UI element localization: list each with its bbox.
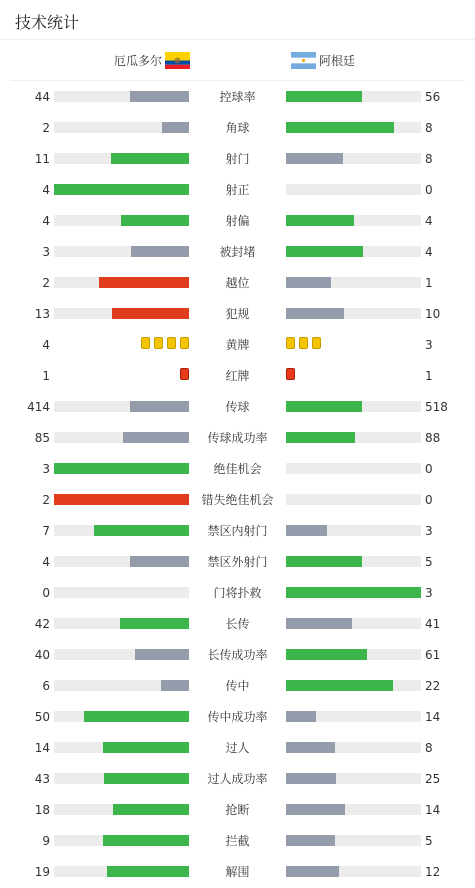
away-stat-value: 5: [425, 555, 433, 569]
away-stat-value: 14: [425, 803, 441, 817]
away-stat-bar-fill: [286, 618, 352, 629]
home-stat-bar-fill: [130, 91, 189, 102]
home-stat-value: 4: [42, 338, 50, 352]
home-stat-value: 6: [42, 679, 50, 693]
yellow-card-icon: [154, 337, 163, 349]
stat-row: [0, 639, 475, 670]
stat-row: [0, 298, 475, 329]
yellow-card-icon: [141, 337, 150, 349]
home-stat-bar-fill: [123, 432, 189, 443]
stat-label: 越位: [225, 276, 250, 290]
away-stat-bar: [286, 618, 421, 629]
stat-row: [0, 422, 475, 453]
away-stat-bar: [286, 773, 421, 784]
away-stat-bar: [286, 556, 421, 567]
stat-label: 门将扑救: [213, 586, 262, 600]
stat-row: [0, 701, 475, 732]
stat-label: 控球率: [219, 90, 256, 104]
home-stat-value: 2: [42, 121, 50, 135]
stat-label: 红牌: [225, 369, 250, 383]
away-stat-bar: [286, 215, 421, 226]
away-stat-bar-fill: [286, 277, 331, 288]
away-stat-bar: [286, 866, 421, 877]
away-stat-bar: [286, 122, 421, 133]
home-stat-bar-fill: [103, 835, 189, 846]
red-card-icon: [286, 368, 295, 380]
away-stat-value: 1: [425, 276, 433, 290]
away-stat-bar: [286, 525, 421, 536]
home-stat-bar: [54, 773, 189, 784]
away-stat-value: 8: [425, 741, 433, 755]
home-stat-bar: [54, 525, 189, 536]
home-stat-value: 2: [42, 493, 50, 507]
away-stat-bar-fill: [286, 835, 335, 846]
stat-row: [0, 329, 475, 360]
home-cards: [141, 337, 189, 351]
away-stat-value: 10: [425, 307, 441, 321]
home-stat-bar-fill: [112, 308, 189, 319]
away-stat-value: 22: [425, 679, 441, 693]
stat-row: [0, 856, 475, 887]
away-stat-bar: [286, 494, 421, 505]
home-cards: [180, 368, 189, 382]
home-stat-bar: [54, 463, 189, 474]
home-stat-value: 42: [34, 617, 50, 631]
stat-label: 错失绝佳机会: [201, 493, 274, 507]
home-stat-value: 9: [42, 834, 50, 848]
stat-row: [0, 670, 475, 701]
away-stat-bar: [286, 401, 421, 412]
away-stat-value: 88: [425, 431, 441, 445]
stat-row: [0, 360, 475, 391]
away-stat-bar-fill: [286, 91, 362, 102]
stat-label: 黄牌: [225, 338, 250, 352]
home-stat-bar-fill: [94, 525, 189, 536]
away-stat-bar: [286, 91, 421, 102]
home-stat-value: 85: [34, 431, 50, 445]
stat-label: 传球: [225, 400, 250, 414]
stat-row: [0, 794, 475, 825]
home-stat-bar-fill: [54, 463, 189, 474]
stat-label: 长传成功率: [207, 648, 268, 662]
home-stat-bar: [54, 91, 189, 102]
away-stat-value: 0: [425, 462, 433, 476]
home-stat-bar-fill: [131, 246, 189, 257]
away-stat-bar-fill: [286, 432, 355, 443]
home-stat-bar-fill: [111, 153, 189, 164]
away-stat-bar: [286, 649, 421, 660]
away-team: [291, 52, 355, 69]
home-stat-bar-fill: [104, 773, 189, 784]
home-stat-bar: [54, 866, 189, 877]
stat-row: [0, 391, 475, 422]
away-stat-bar-fill: [286, 246, 363, 257]
stat-label: 禁区外射门: [207, 555, 268, 569]
away-cards: [286, 368, 295, 382]
yellow-card-icon: [299, 337, 308, 349]
stat-label: 射正: [225, 183, 250, 197]
home-stat-value: 414: [27, 400, 50, 414]
away-stat-value: 4: [425, 214, 433, 228]
home-stat-bar: [54, 153, 189, 164]
home-stat-bar-fill: [113, 804, 189, 815]
home-stat-bar: [54, 711, 189, 722]
away-stat-bar: [286, 308, 421, 319]
teams-header: [10, 40, 465, 81]
stat-row: [0, 267, 475, 298]
home-stat-value: 4: [42, 555, 50, 569]
home-stat-bar: [54, 277, 189, 288]
away-stat-bar: [286, 835, 421, 846]
away-stat-value: 0: [425, 493, 433, 507]
home-stat-bar-fill: [135, 649, 189, 660]
stat-label: 长传: [225, 617, 250, 631]
home-stat-bar: [54, 742, 189, 753]
home-stat-bar-fill: [161, 680, 189, 691]
stat-label: 解围: [225, 865, 250, 879]
stat-label: 过人: [225, 741, 250, 755]
home-stat-value: 44: [34, 90, 50, 104]
away-stat-bar: [286, 804, 421, 815]
home-stat-bar: [54, 804, 189, 815]
stat-row: [0, 825, 475, 856]
away-stat-value: 3: [425, 338, 433, 352]
stat-label: 被封堵: [219, 245, 256, 259]
home-stat-bar-fill: [130, 556, 189, 567]
stat-row: [0, 515, 475, 546]
away-stat-value: 14: [425, 710, 441, 724]
home-stat-value: 1: [42, 369, 50, 383]
stat-label: 传球成功率: [207, 431, 268, 445]
stat-label: 传中成功率: [207, 710, 268, 724]
yellow-card-icon: [180, 337, 189, 349]
home-stat-value: 14: [34, 741, 50, 755]
away-stat-bar-fill: [286, 804, 345, 815]
stat-label: 射偏: [225, 214, 250, 228]
home-stat-value: 7: [42, 524, 50, 538]
home-stat-value: 43: [34, 772, 50, 786]
away-stat-bar: [286, 246, 421, 257]
away-cards: [286, 337, 321, 351]
away-stat-value: 0: [425, 183, 433, 197]
home-stat-value: 40: [34, 648, 50, 662]
away-stat-bar: [286, 587, 421, 598]
home-stat-value: 2: [42, 276, 50, 290]
stat-row: [0, 236, 475, 267]
home-stat-value: 19: [34, 865, 50, 879]
yellow-card-icon: [286, 337, 295, 349]
stat-row: [0, 546, 475, 577]
stat-label: 过人成功率: [207, 772, 268, 786]
away-stat-bar: [286, 711, 421, 722]
home-stat-bar: [54, 246, 189, 257]
stat-label: 传中: [225, 679, 250, 693]
home-stat-value: 3: [42, 462, 50, 476]
stat-row: [0, 577, 475, 608]
page-title: 技术统计: [15, 13, 80, 32]
home-stat-bar: [54, 215, 189, 226]
away-stat-value: 61: [425, 648, 441, 662]
home-stat-bar: [54, 401, 189, 412]
stat-row: [0, 608, 475, 639]
away-stat-bar: [286, 432, 421, 443]
away-stat-bar-fill: [286, 587, 421, 598]
away-stat-bar: [286, 277, 421, 288]
home-stat-bar-fill: [54, 494, 189, 505]
home-stat-bar-fill: [54, 184, 189, 195]
home-stat-bar-fill: [162, 122, 189, 133]
home-stat-value: 18: [34, 803, 50, 817]
home-stat-bar-fill: [120, 618, 189, 629]
home-stat-bar-fill: [103, 742, 189, 753]
away-stat-value: 25: [425, 772, 441, 786]
away-stat-bar-fill: [286, 153, 343, 164]
away-stat-bar-fill: [286, 711, 316, 722]
away-stat-value: 1: [425, 369, 433, 383]
home-stat-value: 11: [34, 152, 50, 166]
home-stat-bar-fill: [84, 711, 189, 722]
home-stat-bar: [54, 618, 189, 629]
yellow-card-icon: [312, 337, 321, 349]
away-stat-value: 4: [425, 245, 433, 259]
red-card-icon: [180, 368, 189, 380]
away-stat-bar-fill: [286, 866, 339, 877]
home-stat-value: 4: [42, 183, 50, 197]
stat-label: 拦截: [225, 834, 250, 848]
away-stat-value: 56: [425, 90, 441, 104]
stat-row: [0, 484, 475, 515]
home-stat-bar: [54, 649, 189, 660]
stat-label: 角球: [225, 121, 250, 135]
home-stat-bar: [54, 308, 189, 319]
home-stat-value: 0: [42, 586, 50, 600]
away-stat-bar-fill: [286, 680, 393, 691]
stat-row: [0, 174, 475, 205]
home-stat-bar: [54, 587, 189, 598]
home-stat-bar: [54, 494, 189, 505]
home-stat-bar: [54, 680, 189, 691]
away-stat-bar-fill: [286, 773, 336, 784]
away-stat-bar-fill: [286, 401, 362, 412]
stat-row: [0, 81, 475, 112]
stat-label: 射门: [225, 152, 250, 166]
stat-label: 禁区内射门: [207, 524, 268, 538]
away-stat-bar: [286, 463, 421, 474]
away-stat-bar-fill: [286, 556, 362, 567]
away-stat-value: 518: [425, 400, 448, 414]
stat-row: [0, 763, 475, 794]
stats-header: [0, 0, 475, 40]
stat-label: 抢断: [225, 803, 250, 817]
away-stat-bar-fill: [286, 308, 344, 319]
home-stat-value: 13: [34, 307, 50, 321]
away-stat-bar-fill: [286, 525, 327, 536]
home-stat-bar: [54, 184, 189, 195]
away-stat-value: 3: [425, 524, 433, 538]
home-stat-value: 4: [42, 214, 50, 228]
home-team-name: 厄瓜多尔: [113, 54, 162, 68]
stat-row: [0, 112, 475, 143]
away-stat-bar-fill: [286, 649, 367, 660]
yellow-card-icon: [167, 337, 176, 349]
away-stat-value: 12: [425, 865, 441, 879]
home-stat-value: 3: [42, 245, 50, 259]
ecuador-flag-icon: [165, 52, 190, 69]
home-stat-bar-fill: [130, 401, 189, 412]
home-stat-bar-fill: [99, 277, 189, 288]
stat-row: [0, 453, 475, 484]
away-stat-bar-fill: [286, 215, 354, 226]
away-stat-value: 41: [425, 617, 441, 631]
stat-row: [0, 143, 475, 174]
away-stat-value: 5: [425, 834, 433, 848]
home-stat-value: 50: [34, 710, 50, 724]
away-stat-bar: [286, 680, 421, 691]
home-stat-bar: [54, 835, 189, 846]
away-stat-bar-fill: [286, 122, 394, 133]
home-stat-bar-fill: [121, 215, 189, 226]
stat-label: 犯规: [225, 307, 250, 321]
away-stat-bar-fill: [286, 742, 335, 753]
argentina-flag-icon: [291, 52, 316, 69]
stat-label: 绝佳机会: [213, 462, 262, 476]
home-stat-bar: [54, 432, 189, 443]
away-stat-bar: [286, 184, 421, 195]
home-stat-bar-fill: [107, 866, 189, 877]
stat-row: [0, 205, 475, 236]
away-stat-value: 3: [425, 586, 433, 600]
away-stat-value: 8: [425, 121, 433, 135]
stat-row: [0, 732, 475, 763]
away-stat-value: 8: [425, 152, 433, 166]
away-stat-bar: [286, 742, 421, 753]
home-stat-bar: [54, 556, 189, 567]
home-team: [114, 52, 190, 69]
away-team-name: 阿根廷: [319, 54, 356, 68]
away-stat-bar: [286, 153, 421, 164]
home-stat-bar: [54, 122, 189, 133]
